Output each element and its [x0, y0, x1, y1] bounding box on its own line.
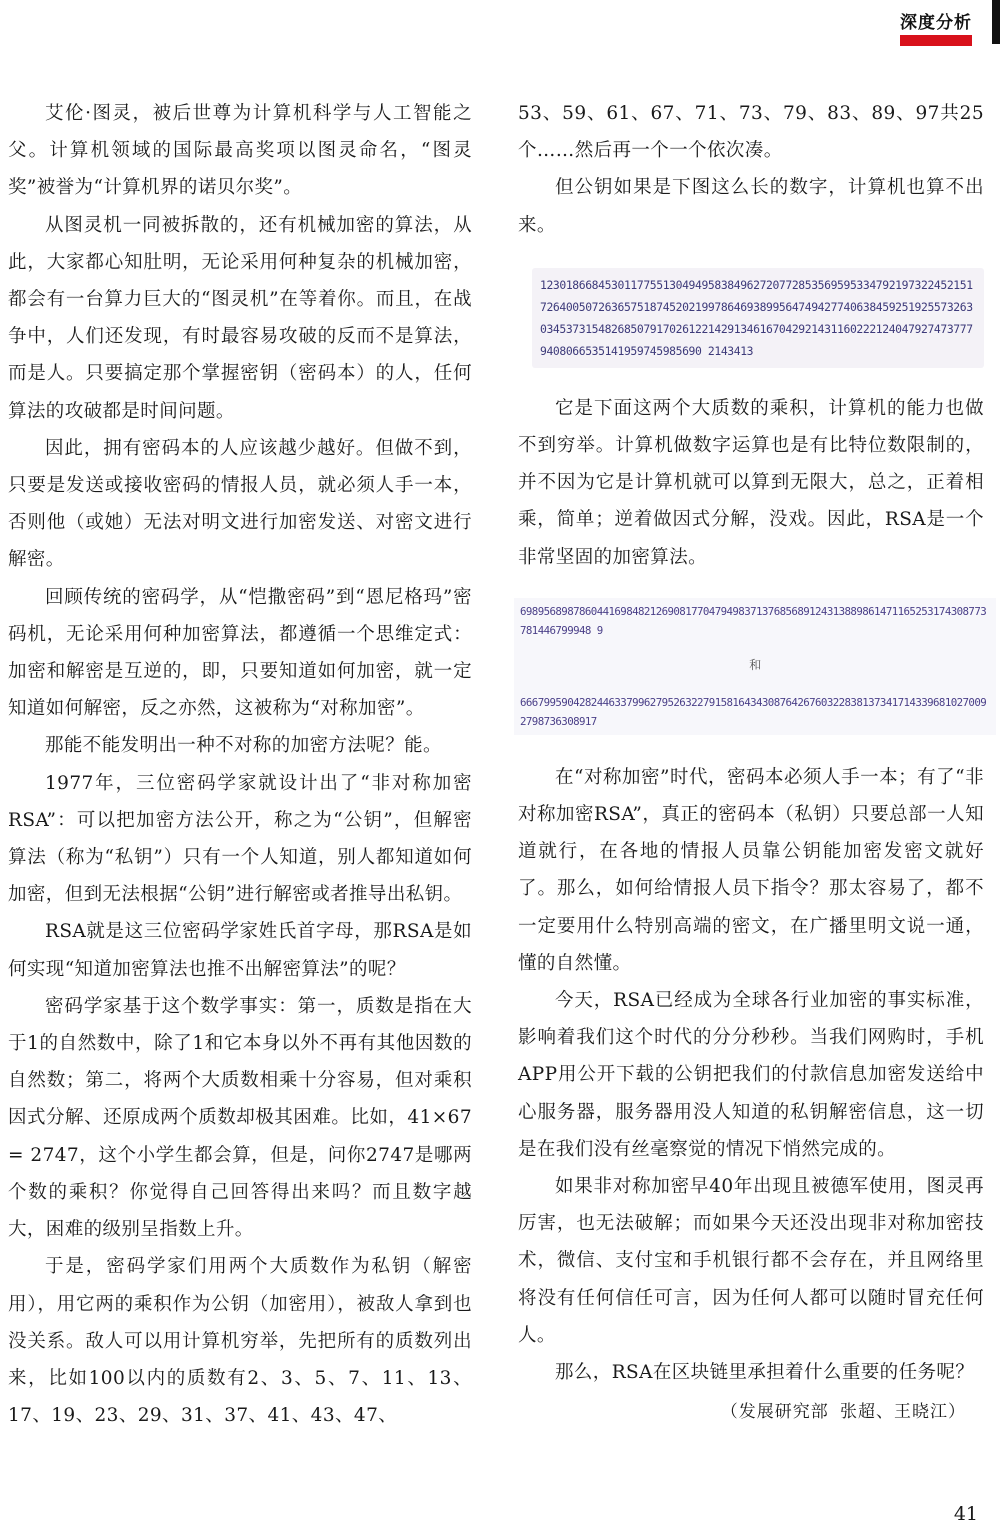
- paragraph: RSA就是这三位密码学家姓氏首字母，那RSA是如何实现“知道加密算法也推不出解密算法”的呢？: [8, 921, 472, 980]
- page-number: 41: [953, 1503, 978, 1525]
- paragraph: 那能不能发明出一种不对称的加密方法呢？能。: [45, 735, 442, 757]
- paragraph: 但公钥如果是下图这么长的数字，计算机也算不出来。: [518, 177, 984, 236]
- public-key-number-figure: 1230186684530117755130494958384962720772853569595334792197322452151726400507263657518745202199786469389956474942774063845925192557326303453731548268507917026122142913461670429214311602221240479274737779408066535141959745985690 2143413: [532, 268, 984, 368]
- right-column: [518, 95, 987, 1423]
- section-tag: [900, 8, 972, 46]
- paragraph: 密码学家基于这个数学事实：第一，质数是指在大于1的自然数中，除了1和它本身以外不再有其他因数的自然数；第二，将两个大质数相乘十分容易，但对乘积因式分解、还原成两个质数却极其困难。比如，41×67 = 2747，这个小学生都会算，但是，问你2747是哪两个数的乘积？你觉得自己回答得出来吗？而且数字越大，困难的级别呈指数上升。: [8, 995, 472, 1241]
- paragraph: 今天，RSA已经成为全球各行业加密的事实标准，影响着我们这个时代的分分秒秒。当我们网购时，手机APP用公开下载的公钥把我们的付款信息加密发送给中心服务器，服务器用没人知道的私钥解密信息，这一切是在我们没有丝毫察觉的情况下悄然完成的。: [518, 990, 984, 1160]
- prime-number-a: 6989568987860441698482126908177047949837137685689124313889861471165253174308773781446799948 9: [520, 604, 987, 637]
- prime-factors-figure: [514, 598, 996, 735]
- section-label: 深度分析: [900, 13, 972, 33]
- paragraph: 如果非对称加密早40年出现且被德军使用，图灵再厉害，也无法破解；而如果今天还没出现非对称加密技术，微信、支付宝和手机银行都不会存在，并且网络里将没有任何信任可言，因为任何人都可以随时冒充任何人。: [518, 1176, 984, 1346]
- paragraph: 艾伦·图灵，被后世尊为计算机科学与人工智能之父。计算机领域的国际最高奖项以图灵命名，“图灵奖”被誉为“计算机界的诺贝尔奖”。: [8, 103, 472, 199]
- paragraph: 回顾传统的密码学，从“恺撒密码”到“恩尼格玛”密码机，无论采用何种加密算法，都遵循一个思维定式：加密和解密是互逆的，即，只要知道如何加密，就一定知道如何解密，反之亦然，这被称为“对称加密”。: [8, 586, 472, 720]
- prime-join-word: 和: [749, 657, 761, 672]
- section-red-bar: [900, 35, 972, 46]
- page-edge-bar: [992, 0, 1000, 44]
- paragraph: 它是下面这两个大质数的乘积，计算机的能力也做不到穷举。计算机做数字运算也是有比特位数限制的，并不因为它是计算机就可以算到无限大，总之，正着相乘，简单；逆着做因式分解，没戏。因此，RSA是一个非常坚固的加密算法。: [518, 397, 984, 568]
- paragraph: 那么，RSA在区块链里承担着什么重要的任务呢？: [555, 1362, 975, 1384]
- paragraph: 因此，拥有密码本的人应该越少越好。但做不到，只要是发送或接收密码的情报人员，就必须人手一本，否则他（或她）无法对明文进行加密发送、对密文进行解密。: [8, 437, 472, 571]
- paragraph: 1977年，三位密码学家就设计出了“非对称加密RSA”：可以把加密方法公开，称之为“公钥”，但解密算法（称为“私钥”）只有一个人知道，别人都知道如何加密，但到无法根据“公钥”进行解密或者推导出私钥。: [8, 772, 472, 906]
- paragraph: 从图灵机一同被拆散的，还有机械加密的算法，从此，大家都心知肚明，无论采用何种复杂的机械加密，都会有一台算力巨大的“图灵机”在等着你。而且，在战争中，人们还发现，有时最容易攻破的反而不是算法，而是人。只要搞定那个掌握密钥（密码本）的人，任何算法的攻破都是时间问题。: [8, 214, 472, 422]
- paragraph-continuation: 53、59、61、67、71、73、79、83、89、97共25个……然后再一个一个依次凑。: [518, 103, 984, 162]
- left-column: [8, 95, 472, 1434]
- prime-number-b: 66679959042824463379962795263227915816434308764267603228381373417143396810270092798736308917: [520, 695, 987, 728]
- paragraph: 在“对称加密”时代，密码本必须人手一本；有了“非对称加密RSA”，真正的密码本（私钥）只要总部一人知道就行，在各地的情报人员靠公钥能加密发密文就好了。那么，如何给情报人员下指令？那太容易了，都不一定要用什么特别高端的密文，在广播里明文说一通，懂的自然懂。: [518, 766, 984, 974]
- author-signature: （发展研究部 张超、王晓江）: [720, 1402, 966, 1423]
- paragraph: 于是，密码学家们用两个大质数作为私钥（解密用），用它两的乘积作为公钥（加密用），被敌人拿到也没关系。敌人可以用计算机穷举，先把所有的质数列出来，比如100以内的质数有2、3、5、7、11、13、17、19、23、29、31、37、41、43、47、: [8, 1256, 472, 1427]
